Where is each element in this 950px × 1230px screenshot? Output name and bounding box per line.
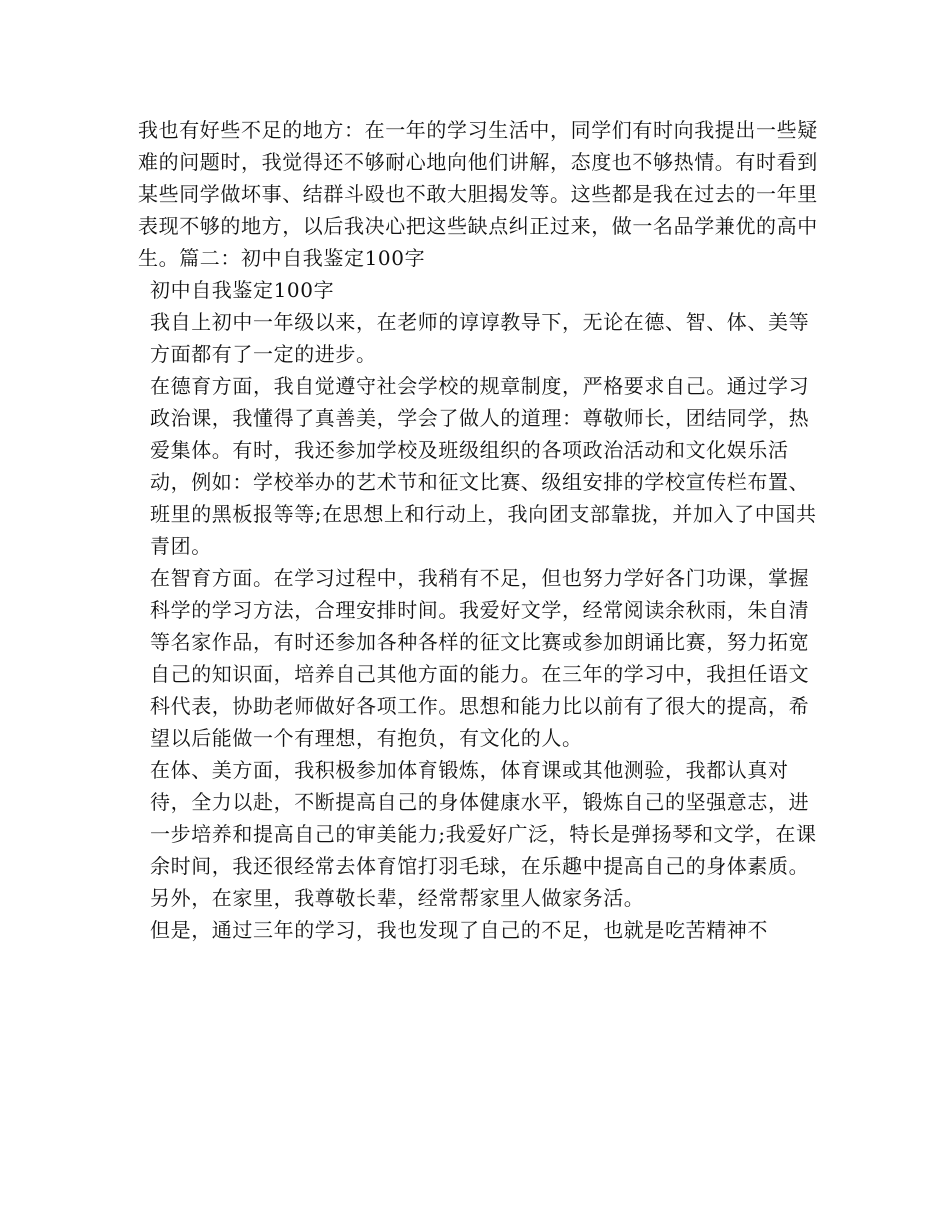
paragraph-moral: 在德育方面，我自觉遵守社会学校的规章制度，严格要求自己。通过学习政治课，我懂得了真善美，学会了做人的道理：尊敬师长，团结同学，热爱集体。有时，我还参加学校及班级组织的各项政治活动和文化娱乐活动，例如：学校举办的艺术节和征文比赛、级组安排的学校宣传栏布置、班里的黑板报等等;在思想上和行动上，我向团支部靠拢，并加入了中国共青团。 (150, 374, 817, 558)
paragraph-shortcomings: 但是，通过三年的学习，我也发现了自己的不足，也就是吃苦精神不 (150, 918, 768, 942)
section-heading: 初中自我鉴定100字 (150, 278, 335, 302)
paragraph-overview: 我自上初中一年级以来，在老师的谆谆教导下，无论在德、智、体、美等方面都有了一定的进步。 (150, 310, 810, 366)
document-body (138, 114, 828, 946)
paragraph-physical-aesthetic: 在体、美方面，我积极参加体育锻炼，体育课或其他测验，我都认真对待，全力以赴，不断提高自己的身体健康水平，锻炼自己的坚强意志，进一步培养和提高自己的审美能力;我爱好广泛，特长是弹扬琴和文学，在课余时间，我还很经常去体育馆打羽毛球，在乐趣中提高自己的身体素质。 (150, 758, 817, 878)
paragraph-intro: 我也有好些不足的地方：在一年的学习生活中，同学们有时向我提出一些疑难的问题时，我觉得还不够耐心地向他们讲解，态度也不够热情。有时看到某些同学做坏事、结群斗殴也不敢大胆揭发等。这些都是我在过去的一年里表现不够的地方，以后我决心把这些缺点纠正过来，做一名品学兼优的高中生。篇二：初中自我鉴定100字 (138, 118, 818, 270)
paragraph-home: 另外，在家里，我尊敬长辈，经常帮家里人做家务活。 (150, 886, 645, 910)
paragraph-intellectual: 在智育方面。在学习过程中，我稍有不足，但也努力学好各门功课，掌握科学的学习方法，合理安排时间。我爱好文学，经常阅读余秋雨，朱自清等名家作品，有时还参加各种各样的征文比赛或参加朗诵比赛，努力拓宽自己的知识面，培养自己其他方面的能力。在三年的学习中，我担任语文科代表，协助老师做好各项工作。思想和能力比以前有了很大的提高，希望以后能做一个有理想，有抱负，有文化的人。 (150, 566, 810, 750)
